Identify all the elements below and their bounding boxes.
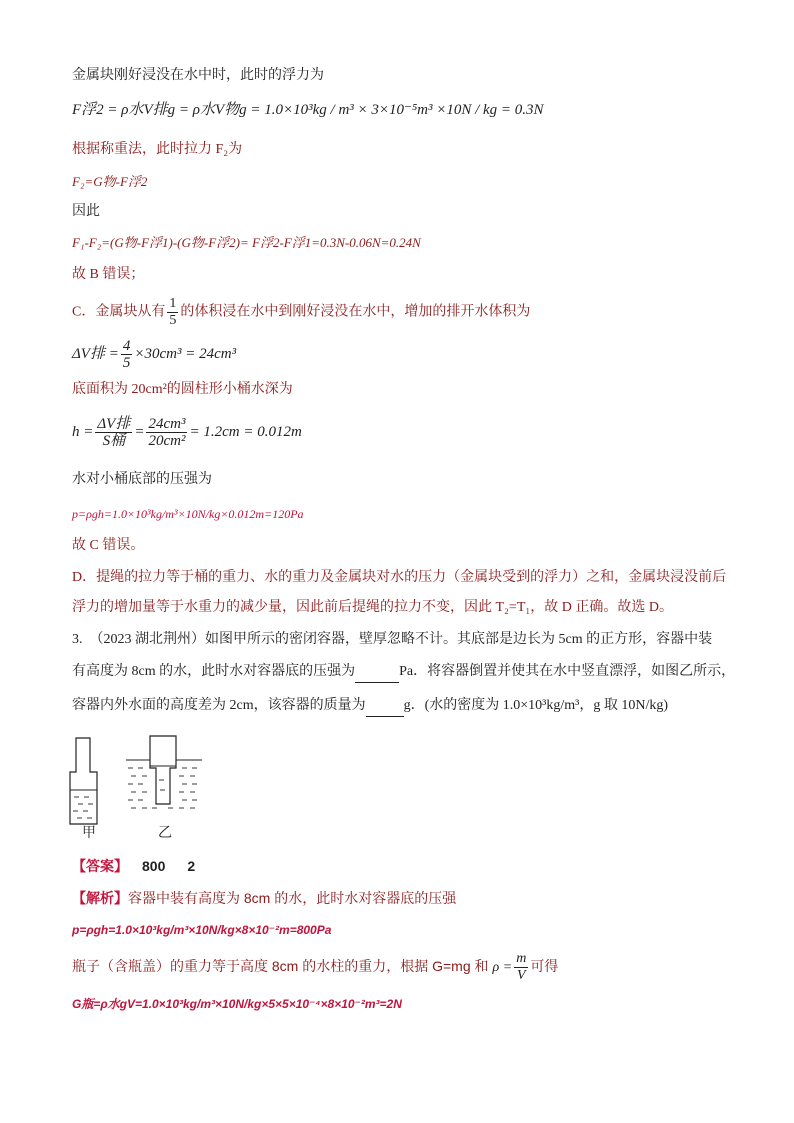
fraction-one-fifth: [167, 296, 178, 329]
formula-delta-v: [72, 338, 236, 371]
fraction-m-over-v: [514, 951, 528, 984]
formula-h-lhs: h =: [72, 424, 94, 440]
analysis-label: 【解析】: [72, 890, 128, 906]
formula-delta-v-rhs: ×30cm³ = 24cm³: [134, 346, 237, 362]
formula-pressure-800pa: p=ρgh=1.0×10³kg/m³×10N/kg×8×10⁻²m=800Pa: [72, 923, 332, 937]
text-line-3: 根据称重法，此时拉力 F₂为: [72, 142, 243, 157]
formula-pressure-120pa: p=ρgh=1.0×10³kg/m³×10N/kg×0.012m=120Pa: [72, 507, 304, 521]
formula-f1-f2: F₁-F₂=(G物-F浮1)-(G物-F浮2)= F浮2-F浮1=0.3N-0.06N=0.24N: [72, 235, 421, 250]
text-line-14: 故 C 错误。: [72, 538, 145, 553]
fraction-delta-v-over-s: [95, 416, 132, 449]
density-symbol: ρ =: [492, 960, 513, 975]
fraction-denominator: 5: [122, 355, 131, 372]
question-3-line-3: [72, 696, 668, 717]
q3-line3-part-a: 容器内外水面的高度差为 2cm，该容器的质量为: [72, 698, 366, 713]
fraction-denominator: 5: [169, 313, 177, 328]
line8-part-b: 的体积浸在水中到刚好浸没在水中，增加的排开水体积为: [180, 304, 531, 320]
fraction-denominator: 20cm²: [148, 433, 186, 450]
figure-label-jia: 甲: [82, 826, 96, 841]
fraction-numerator: 1: [169, 296, 177, 311]
fraction-volume-over-area: [146, 416, 187, 449]
answer-value-2: 2: [187, 858, 196, 874]
q3-line3-part-b: g．(水的密度为 1.0×10³kg/m³，g 取 10N/kg): [403, 698, 669, 713]
formula-buoyancy-2: F浮2 = ρ水V排g = ρ水V物g = 1.0×10³kg / m³ × 3×10⁻⁵m³ ×10N / kg = 0.3N: [72, 102, 544, 118]
text-line-5: 因此: [72, 204, 100, 219]
answer-line: [72, 856, 195, 876]
text-line-8: [72, 296, 530, 329]
question-3-line-2: [72, 662, 735, 683]
fraction-four-fifths: [121, 338, 133, 371]
answer-blank-1: [355, 662, 399, 683]
q3-line2-part-a: 有高度为 8cm 的水，此时水对容器底的压强为: [72, 664, 356, 679]
analysis-text: 容器中装有高度为 8cm 的水，此时水对容器底的压强: [128, 890, 457, 906]
fraction-denominator: S桶: [102, 433, 126, 450]
text-line-12: 水对小桶底部的压强为: [72, 472, 212, 487]
formula-h-result: = 1.2cm = 0.012m: [189, 424, 302, 440]
answer-blank-2: [366, 696, 404, 717]
analysis-line3-part-b: 可得: [530, 958, 559, 974]
formula-delta-v-lhs: ΔV排 =: [72, 346, 119, 362]
figure-label-yi: 乙: [158, 826, 172, 841]
text-line-15: D．提绳的拉力等于桶的重力、水的重力及金属块对水的压力（金属块受到的浮力）之和，金属块浸没前后: [72, 570, 727, 585]
fraction-numerator: m: [516, 950, 527, 966]
answer-label: 【答案】: [72, 858, 128, 874]
question-3-line-1: 3. （2023 湖北荆州）如图甲所示的密闭容器，壁厚忽略不计。其底部是边长为 5cm 的正方形，容器中装: [72, 632, 713, 647]
formula-depth-h: [72, 414, 302, 450]
formula-f2: F₂=G物-F浮2: [72, 174, 148, 189]
fraction-numerator: 24cm³: [148, 416, 186, 433]
text-line-7: 故 B 错误；: [72, 267, 145, 282]
analysis-line-3: [72, 950, 558, 984]
analysis-line3-part-a: 瓶子（含瓶盖）的重力等于高度 8cm 的水柱的重力，根据 G=mg 和: [72, 958, 489, 974]
answer-value-1: 800: [142, 858, 166, 874]
fraction-numerator: 4: [122, 338, 131, 355]
text-line-16: 浮力的增加量等于水重力的减少量，因此前后提绳的拉力不变，因此 T₂=T₁，故 D 正确。故选 D。: [72, 600, 673, 615]
line8-part-a: C．金属块从有: [72, 304, 166, 320]
formula-bottle-weight: G瓶=ρ水gV=1.0×10³kg/m³×10N/kg×5×5×10⁻⁴×8×10⁻²m³=2N: [72, 997, 402, 1011]
fraction-numerator: ΔV排: [97, 416, 131, 433]
text-line-1: 金属块刚好浸没在水中时，此时的浮力为: [72, 68, 324, 83]
q3-line2-part-b: Pa．将容器倒置并使其在水中竖直漂浮，如图乙所示，: [399, 664, 736, 679]
text-line-10: 底面积为 20cm²的圆柱形小桶水深为: [72, 382, 293, 397]
equals-sign: =: [134, 424, 145, 440]
analysis-line-1: [72, 888, 456, 908]
fraction-denominator: V: [516, 967, 526, 983]
